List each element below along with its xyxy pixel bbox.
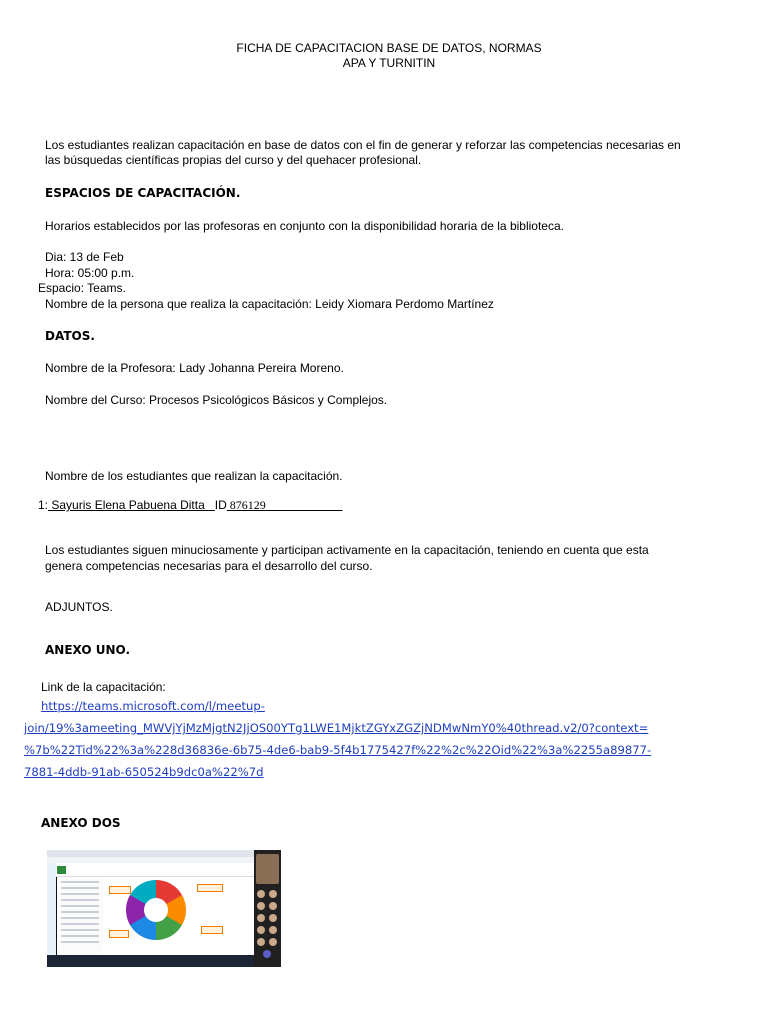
curso-text: Nombre del Curso: Procesos Psicológicos Básicos y Complejos. bbox=[45, 393, 388, 407]
hora-text: Hora: 05:00 p.m. bbox=[45, 266, 135, 280]
adjuntos-heading: ADJUNTOS. bbox=[45, 600, 113, 614]
meeting-link-line2[interactable]: join/19%3ameeting_MWVjYjMzMjgtN2JjOS00YTg1LWE1MjktZGYxZGZjNDMwNmY0%40thread.v2/0?context= bbox=[24, 721, 649, 735]
meeting-link-line1[interactable]: https://teams.microsoft.com/l/meetup- bbox=[41, 699, 265, 713]
meeting-link-line3[interactable]: %7b%22Tid%22%3a%228d36836e-6b75-4de6-bab9-5f4b1775427f%22%2c%22Oid%22%3a%2255a89877- bbox=[24, 743, 652, 757]
datos-heading: DATOS. bbox=[45, 329, 95, 343]
student-number: 1: bbox=[38, 498, 49, 512]
seguimiento-line2: genera competencias necesarias para el desarrollo del curso. bbox=[45, 559, 373, 573]
student-id-value: 876129 bbox=[226, 498, 266, 512]
student-name: Sayuris Elena Pabuena Ditta bbox=[48, 498, 209, 512]
document-title-line1: FICHA DE CAPACITACION BASE DE DATOS, NORMAS bbox=[236, 41, 542, 55]
student-id-label: ID bbox=[214, 498, 227, 512]
espacio-text: Espacio: Teams. bbox=[38, 281, 126, 295]
meeting-link-line4[interactable]: 7881-4ddb-91ab-650524b9dc0a%22%7d bbox=[24, 765, 264, 779]
student-row bbox=[38, 498, 342, 513]
seguimiento-line1: Los estudiantes siguen minuciosamente y participan activamente en la capacitación, teniendo en cuenta que esta bbox=[45, 543, 649, 557]
anexo-uno-heading: ANEXO UNO. bbox=[45, 643, 131, 657]
intro-line2: las búsquedas científicas propias del curso y del quehacer profesional. bbox=[45, 153, 422, 167]
estudiantes-label: Nombre de los estudiantes que realizan la capacitación. bbox=[45, 469, 343, 483]
teams-screenshot-image bbox=[47, 850, 281, 967]
intro-line1: Los estudiantes realizan capacitación en base de datos con el fin de generar y reforzar las competencias necesarias en bbox=[45, 138, 681, 152]
anexo-dos-heading: ANEXO DOS bbox=[41, 816, 121, 830]
horarios-text: Horarios establecidos por las profesoras en conjunto con la disponibilidad horaria de la biblioteca. bbox=[45, 219, 564, 233]
profesora-text: Nombre de la Profesora: Lady Johanna Pereira Moreno. bbox=[45, 361, 344, 375]
document-title-line2: APA Y TURNITIN bbox=[342, 56, 436, 70]
espacios-heading: ESPACIOS DE CAPACITACIÓN. bbox=[45, 186, 241, 200]
link-label: Link de la capacitación: bbox=[41, 680, 166, 694]
dia-text: Dia: 13 de Feb bbox=[45, 250, 124, 264]
capacitador-text: Nombre de la persona que realiza la capacitación: Leidy Xiomara Perdomo Martínez bbox=[45, 297, 494, 311]
